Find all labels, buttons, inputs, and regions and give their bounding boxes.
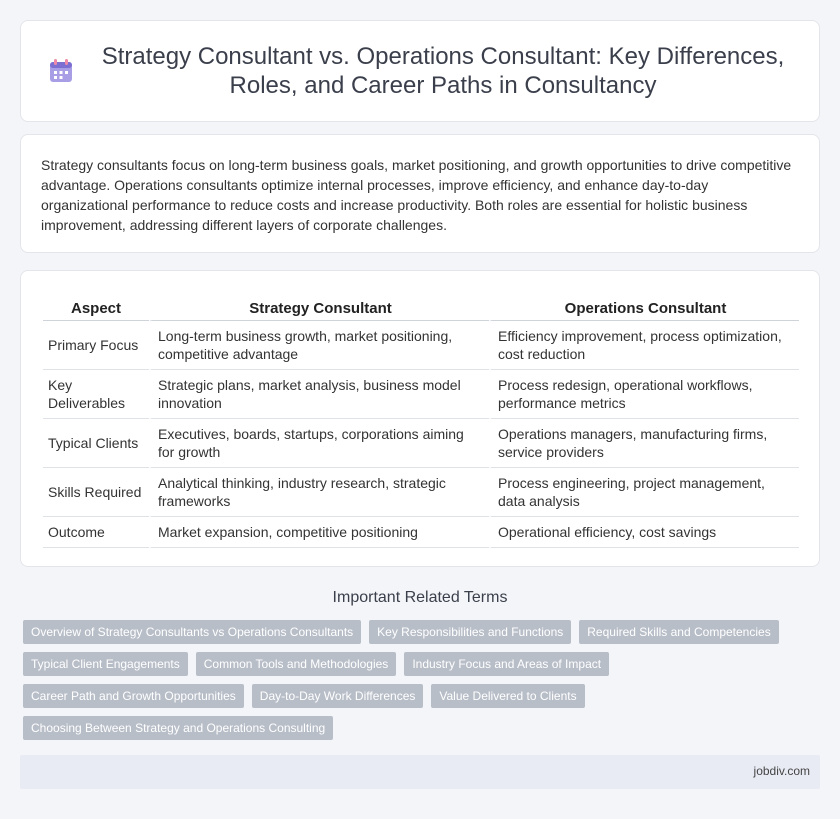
related-tag[interactable]: Industry Focus and Areas of Impact bbox=[404, 652, 609, 676]
table-row bbox=[43, 517, 799, 548]
table-header-row bbox=[43, 295, 799, 321]
row-operations: Process redesign, operational workflows, performance metrics bbox=[489, 370, 799, 419]
intro-card bbox=[20, 134, 820, 253]
table-row bbox=[43, 419, 799, 468]
row-operations: Process engineering, project management, data analysis bbox=[489, 468, 799, 517]
related-tag[interactable]: Choosing Between Strategy and Operations Consulting bbox=[23, 716, 333, 740]
related-tag[interactable]: Value Delivered to Clients bbox=[431, 684, 584, 708]
row-strategy: Executives, boards, startups, corporations aiming for growth bbox=[149, 419, 489, 468]
page-title: Strategy Consultant vs. Operations Consultant: Key Differences, Roles, and Career Paths in Consultancy bbox=[101, 43, 785, 99]
row-aspect: Skills Required bbox=[43, 468, 149, 517]
related-tag[interactable]: Career Path and Growth Opportunities bbox=[23, 684, 244, 708]
related-terms-tags bbox=[23, 620, 823, 748]
related-tag[interactable]: Required Skills and Competencies bbox=[579, 620, 778, 644]
row-strategy: Long-term business growth, market positioning, competitive advantage bbox=[149, 321, 489, 370]
related-tag[interactable]: Common Tools and Methodologies bbox=[196, 652, 397, 676]
row-aspect: Typical Clients bbox=[43, 419, 149, 468]
comparison-table bbox=[43, 295, 799, 548]
intro-text: Strategy consultants focus on long-term business goals, market positioning, and growth opportunities to drive competitive advantage. Operations consultants optimize internal processes, improve efficiency, and enhance day-to-day organizational performance to reduce costs and increase productivity. Both roles are essential for holistic business improvement, addressing different layers of corporate challenges. bbox=[41, 157, 792, 233]
header-card bbox=[20, 20, 820, 122]
row-aspect: Primary Focus bbox=[43, 321, 149, 370]
row-strategy: Market expansion, competitive positioning bbox=[149, 517, 489, 548]
table-row bbox=[43, 468, 799, 517]
related-tag[interactable]: Key Responsibilities and Functions bbox=[369, 620, 571, 644]
calendar-icon bbox=[47, 57, 75, 85]
footer-site-link[interactable]: jobdiv.com bbox=[753, 764, 810, 778]
comparison-card bbox=[20, 270, 820, 567]
row-operations: Efficiency improvement, process optimization, cost reduction bbox=[489, 321, 799, 370]
footer bbox=[20, 755, 820, 789]
row-aspect: Outcome bbox=[43, 517, 149, 548]
related-tag[interactable]: Day-to-Day Work Differences bbox=[252, 684, 424, 708]
column-header-operations: Operations Consultant bbox=[489, 295, 799, 321]
related-tag[interactable]: Typical Client Engagements bbox=[23, 652, 188, 676]
related-tag[interactable]: Overview of Strategy Consultants vs Operations Consultants bbox=[23, 620, 361, 644]
row-strategy: Analytical thinking, industry research, strategic frameworks bbox=[149, 468, 489, 517]
row-strategy: Strategic plans, market analysis, business model innovation bbox=[149, 370, 489, 419]
table-row bbox=[43, 321, 799, 370]
row-aspect: Key Deliverables bbox=[43, 370, 149, 419]
column-header-strategy: Strategy Consultant bbox=[149, 295, 489, 321]
row-operations: Operations managers, manufacturing firms, service providers bbox=[489, 419, 799, 468]
table-row bbox=[43, 370, 799, 419]
row-operations: Operational efficiency, cost savings bbox=[489, 517, 799, 548]
related-terms-title: Important Related Terms bbox=[332, 589, 508, 606]
column-header-aspect: Aspect bbox=[43, 295, 149, 321]
